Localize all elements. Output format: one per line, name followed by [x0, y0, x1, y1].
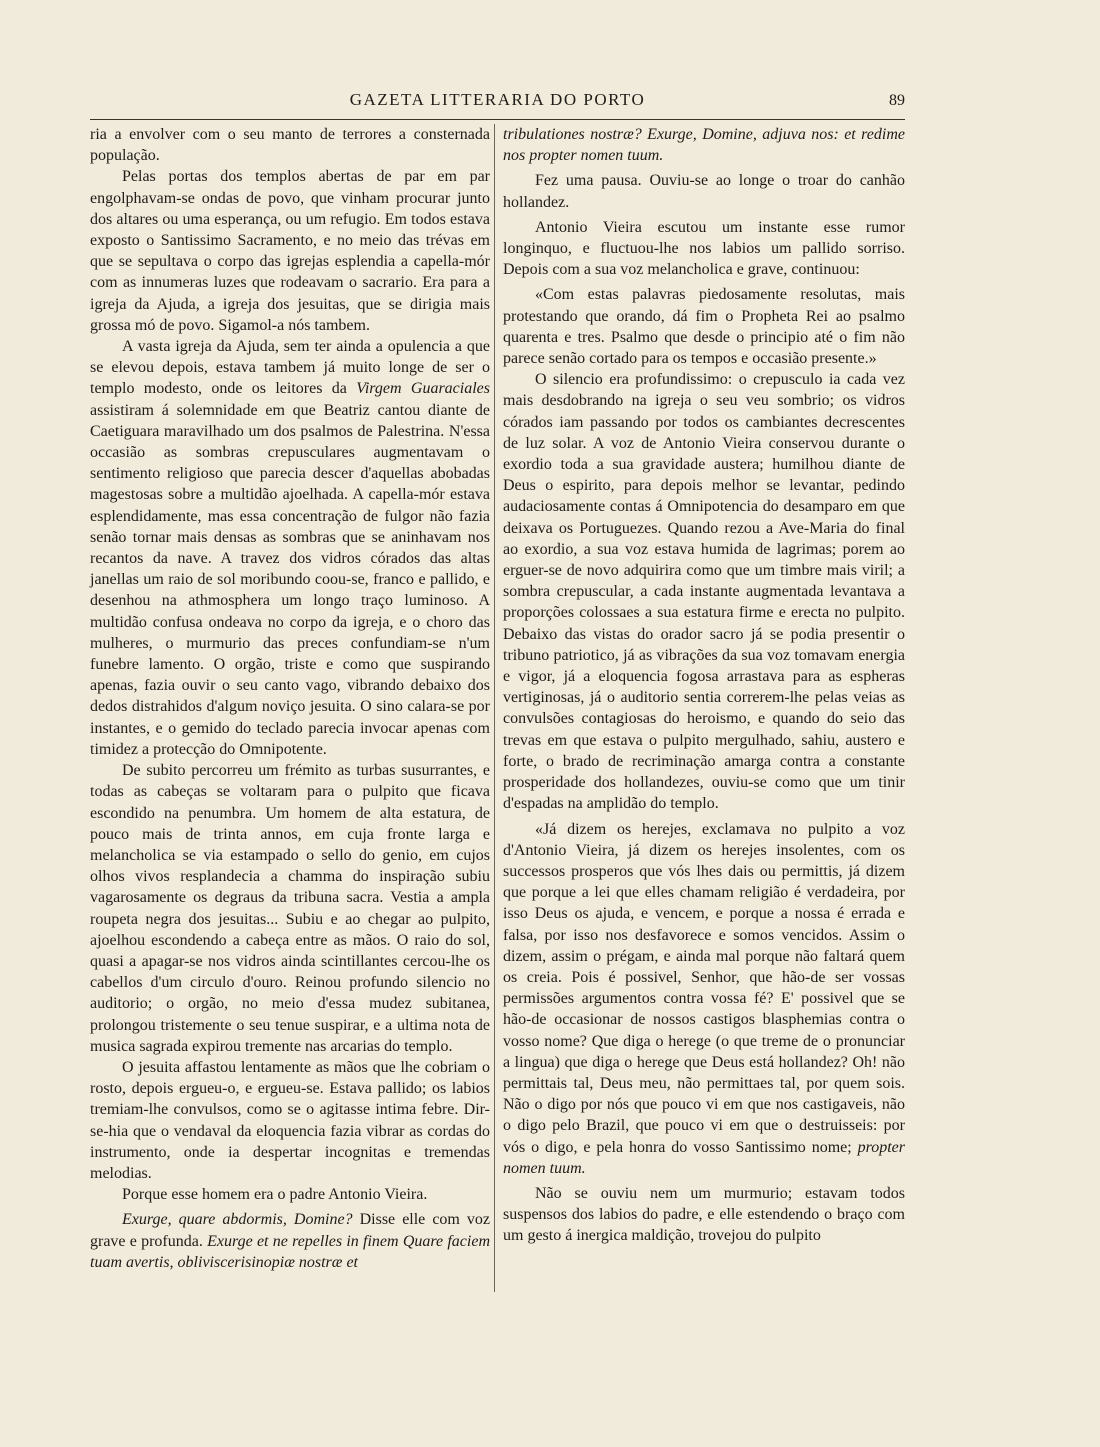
- paragraph: O jesuita affastou lentamente as mãos que lhe cobriam o rosto, depois ergueu-o, e ergueu-se. Estava pallido; os labios tremiam-lhe convulsos, como se o agitasse intima febre. Dir-se-hia que o vendaval da eloquencia fazia vibrar as cordas do instrumento, onde ia despertar incognitas e tremendas melodias.: [90, 1058, 490, 1182]
- paragraph: Porque esse homem era o padre Antonio Vieira.: [122, 1186, 428, 1204]
- paragraph: [90, 1209, 490, 1273]
- journal-title: GAZETA LITTERARIA DO PORTO: [349, 90, 646, 109]
- page-number: 89: [889, 92, 905, 109]
- italic-title: Virgem Guaraciales: [356, 380, 490, 398]
- page-header: [90, 88, 905, 118]
- paragraph: Antonio Vieira escutou um instante esse rumor longinquo, e fluctuou-lhe nos labios um pallido sorriso. Depois com a sua voz melancholica e grave, continuou:: [503, 218, 905, 279]
- left-column: [90, 124, 490, 1273]
- right-column: [503, 124, 905, 1247]
- text-run: «Já dizem os herejes, exclamava no pulpito a voz d'Antonio Vieira, já dizem os herejes insolentes, com os successos prosperos que vós lhes dais ou permittis, já dizem que porque a lei que elles chamam religião é verdadeira, por isso Deus os ajuda, e vencem, e porque a nossa é errada e falsa, por isso nos desfavorece e somos vencidos. Assim o dizem, assim o prégam, e ainda mal porque não faltará quem os creia. Pois é possivel, Senhor, que hão-de ser vossas permissões argumentos contra vossa fé? E' possivel que se hão-de occasionar de nossos castigos blasphemias contra o vosso nome? Que diga o herege (o que treme de o pronunciar a lingua) que diga o herege que Deus está hollandez? Oh! não permittais tal, Deus meu, não permittaes tal, por quem sois. Não o digo por nós que pouco vi em que nos castigaveis, não o digo pelo Brazil, que pouco vi em que o destruisseis: por vós o digo, e pela honra do vosso Santissimo nome;: [503, 820, 905, 1156]
- paragraph: [503, 124, 905, 166]
- paragraph: De subito percorreu um frémito as turbas susurrantes, e todas as cabeças se voltaram para o pulpito que ficava escondido na penumbra. Um homem de alta estatura, de pouco mais de trinta annos, em cuja fronte larga e melancholica se via estampado o sello do genio, em cujos olhos vivos resplandecia a chamma do inspiração subiu vagarosamente os degraus da tribuna sacra. Vestia a ampla roupeta negra dos jesuitas... Subiu e ao chegar ao pulpito, ajoelhou escondendo a cabeça entre as mãos. O raio do sol, quasi a apagar-se nos vidros ainda scintillantes cercou-lhe os cabellos d'um circulo d'ouro. Reinou profundo silencio no auditorio; o orgão, no meio d'essa mudez subitanea, prolongou tristemente o seu tenue suspirar, e a ultima nota de musica sagrada expirou tremente nas arcarias do templo.: [90, 762, 490, 1055]
- header-rule: [90, 119, 905, 120]
- paragraph: «Com estas palavras piedosamente resolutas, mais protestando que orando, dá fim o Propheta Rei ao psalmo quarenta e tres. Psalmo que desde o principio até o fim não parece senão cortado para os tempos e occasião presente.»: [503, 286, 905, 368]
- latin-quote: Exurge et ne repelles in finem Quare faciem tuam avertis, obliviscerisinopiæ nostræ et: [90, 1232, 491, 1271]
- paragraph: [90, 336, 490, 760]
- text-run: A vasta igreja da Ajuda, sem ter ainda a opulencia a que se elevou depois, estava tambem já muito longe de ser o templo modesto, onde os leitores da: [90, 338, 490, 398]
- latin-quote: tribulationes nostræ? Exurge, Domine, adjuva nos: et redime nos propter nomen tuum.: [503, 126, 905, 165]
- paragraph: [503, 819, 905, 1179]
- latin-quote: Exurge, quare abdormis, Domine?: [122, 1211, 353, 1229]
- latin-quote: propter nomen tuum.: [503, 1138, 905, 1177]
- paragraph: Não se ouviu nem um murmurio; estavam todos suspensos dos labios do padre, e elle estendendo o braço com um gesto á inergica maldição, trovejou do pulpito: [503, 1184, 905, 1245]
- column-divider: [494, 124, 495, 1292]
- paragraph: ria a envolver com o seu manto de terrores a consternada população.: [90, 126, 490, 165]
- paragraph: Fez uma pausa. Ouviu-se ao longe o troar do canhão hollandez.: [503, 172, 905, 211]
- paragraph: O silencio era profundissimo: o crepusculo ia cada vez mais desdobrando na igreja o seu veu sombrio; os vidros córados iam passando por todos os cambiantes decrescentes de luz solar. A voz de Antonio Vieira conservou durante o exordio toda a sua gravidade austera; humilhou diante de Deus o espirito, para depois melhor se levantar, pedindo audaciosamente contas á Omnipotencia do desamparo em que deixava os Portuguezes. Quando rezou a Ave-Maria do final ao exordio, a sua voz estava humida de lagrimas; porem ao erguer-se de novo adquirira como que um timbre mais viril; a sombra crepuscular, a cada instante augmentada levantava a proporções colossaes a sua estatura firme e erecta no pulpito. Debaixo das vistas do orador sacro já se podia presentir o tribuno patriotico, já as vibrações da sua voz tomavam energia e vigor, já a eloquencia fogosa arrastava para as espheras vertiginosas, já o auditorio sentia correrem-lhe pelas veias as convulsões contagiosas do heroismo, e quando do seio das trevas em que estava o pulpito mergulhado, sahiu, austero e forte, o brado de recriminação amarga contra a constante prosperidade dos hollandezes, ouviu-se como que um tinir d'espadas na amplidão do templo.: [503, 371, 905, 813]
- paragraph: Pelas portas dos templos abertas de par em par engolphavam-se ondas de povo, que vinham procurar junto dos altares ou uma esperança, ou um refugio. Em todos estava exposto o Santissimo Sacramento, e no meio das trévas em que se sepultava o corpo das igrejas esplendia a capella-mór com as innumeras luzes que rodeavam o sacrario. Era para a igreja da Ajuda, a igreja dos jesuitas, que se dirigia mais grossa mó de povo. Sigamol-a nós tambem.: [90, 168, 490, 334]
- text-run: Disse elle com voz grave e profunda.: [90, 1211, 491, 1250]
- text-run: assistiram á solemnidade em que Beatriz cantou diante de Caetiguara maravilhado um dos psalmos de Palestrina. N'essa occasião as sombras crepusculares augmentavam o sentimento religioso que parecia descer d'aquellas abobadas magestosas sobre a multidão ajoelhada. A capella-mór estava esplendidamente, mas essa concentração de fulgor não fazia senão tornar mais densas as sombras que se aninhavam nos recantos da nave. A travez dos vidros córados das altas janellas um raio de sol moribundo coou-se, franco e pallido, e desenhou na athmosphera um longo traço luminoso. A multidão confusa ondeava no corpo da igreja, e o choro das mulheres, o murmurio das preces confundiam-se n'um funebre lamento. O orgão, triste e como que suspirando apenas, fazia ouvir o seu canto vago, vibrando debaixo dos dedos distrahidos d'algum noviço jesuita. O sino calara-se por instantes, e o gemido do teclado parecia invocar apenas com timidez a protecção do Omnipotente.: [90, 401, 490, 758]
